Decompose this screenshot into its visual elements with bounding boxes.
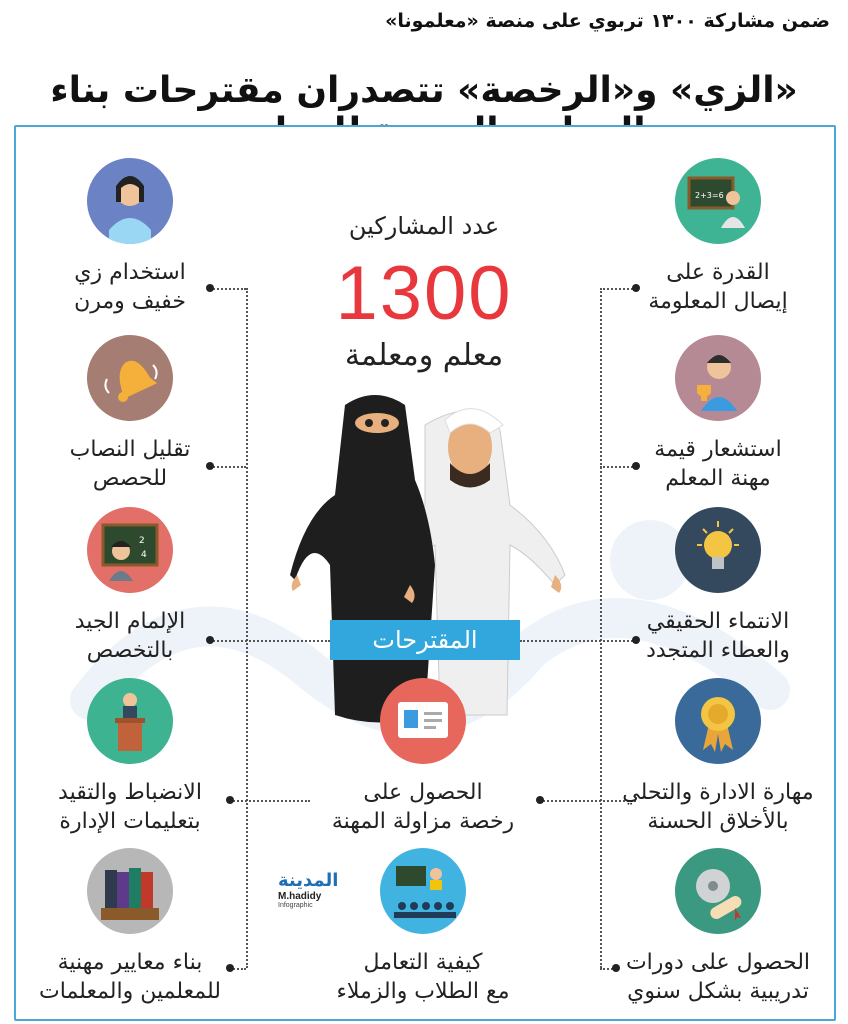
classroom-icon	[380, 848, 466, 934]
logo-sub: Infographic	[278, 902, 313, 909]
participants-label: عدد المشاركين	[348, 212, 500, 240]
svg-text:4: 4	[141, 550, 147, 560]
item-line1: الحصول على	[363, 780, 483, 805]
item-line1: كيفية التعامل	[363, 950, 483, 975]
item-line1: الانضباط والتقيد	[58, 780, 202, 805]
item-line1: الانتماء الحقيقي	[646, 609, 790, 634]
medal-icon	[675, 678, 761, 764]
item-line1: استشعار قيمة	[654, 437, 782, 462]
item-line1: مهارة الادارة والتحلي	[622, 780, 814, 805]
woman-teacher-icon	[87, 158, 173, 244]
logo-credit: M.hadidy	[278, 891, 322, 902]
right-item-1	[603, 158, 833, 316]
right-item-3	[603, 507, 833, 665]
id-card-icon	[380, 678, 466, 764]
item-line1: الإلمام الجيد	[74, 609, 186, 634]
kicker-title: ضمن مشاركة ١٣٠٠ تربوي على منصة «معلمونا»	[385, 10, 830, 32]
item-line2: بالأخلاق الحسنة	[647, 809, 789, 834]
headline: «الزي» و«الرخصة» تتصدران مقترحات بناء	[50, 70, 798, 111]
item-line1: تقليل النصاب	[69, 437, 191, 462]
right-item-5	[603, 848, 833, 1006]
publisher-logo	[278, 870, 358, 909]
left-item-5	[15, 848, 245, 1006]
left-item-1	[15, 158, 245, 316]
item-line2: إيصال المعلومة	[648, 289, 788, 314]
bell-icon	[87, 335, 173, 421]
podium-icon	[87, 678, 173, 764]
item-line2: مهنة المعلم	[665, 466, 771, 491]
math-teacher-icon	[87, 507, 173, 593]
item-line1: بناء معايير مهنية	[57, 950, 203, 975]
blackboard-teacher-icon	[675, 158, 761, 244]
participants-unit: معلم ومعلمة	[344, 338, 504, 373]
item-line1: استخدام زي	[74, 260, 186, 285]
logo-arabic: المدينة	[278, 870, 339, 891]
item-line2: مع الطلاب والزملاء	[336, 979, 510, 1004]
item-line1: الحصول على دورات	[625, 950, 811, 975]
item-line2: رخصة مزاولة المهنة	[331, 809, 515, 834]
item-line2: للمعلمين والمعلمات	[39, 979, 221, 1004]
lightbulb-icon	[675, 507, 761, 593]
svg-text:2+3=6: 2+3=6	[695, 191, 724, 200]
proposals-badge: المقترحات	[330, 620, 520, 660]
center-item-1	[308, 678, 538, 836]
left-item-4	[15, 678, 245, 836]
trophy-boy-icon	[675, 335, 761, 421]
certificate-disc-icon	[675, 848, 761, 934]
left-connector-line	[246, 288, 248, 968]
participants-count: 1300	[335, 251, 513, 336]
right-connector-line	[600, 288, 602, 968]
item-line2: تدريبية بشكل سنوي	[627, 979, 809, 1004]
item-line1: القدرة على	[666, 260, 770, 285]
item-line2: خفيف ومرن	[74, 289, 186, 314]
item-line2: للحصص	[92, 466, 168, 491]
right-item-4	[603, 678, 833, 836]
books-icon	[87, 848, 173, 934]
right-item-2	[603, 335, 833, 493]
svg-text:2: 2	[139, 536, 145, 546]
item-line2: بالتخصص	[86, 638, 174, 663]
left-item-2	[15, 335, 245, 493]
item-line2: بتعليمات الإدارة	[59, 809, 201, 834]
item-line2: والعطاء المتجدد	[646, 638, 790, 663]
left-item-3	[15, 507, 245, 665]
